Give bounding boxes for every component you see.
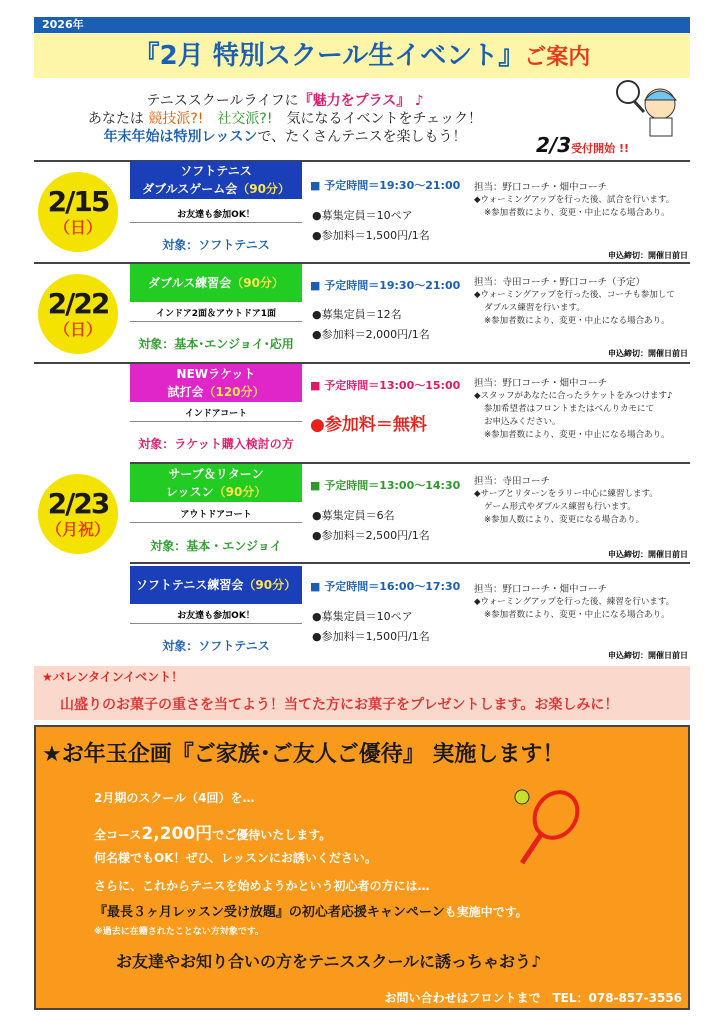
event-note: ※参加者数により、変更・中止になる場合あり。 [484,316,670,326]
event-time: ■ 予定時間＝19:30～21:00 [310,179,461,192]
tennis-racket-icon [512,787,582,869]
event-subnote: インドアコート [130,406,302,422]
event-info [474,583,684,622]
event-title-line: ダブルスゲーム会 [142,182,238,196]
event-header [130,566,302,604]
event-fee: ●参加料＝2,000円/1名 [312,328,430,341]
intro-social: 社交派?! [217,111,273,127]
intro-text: で、たくさんテニスを楽しもう！ [257,129,467,145]
campaign-line: でご優待いたします。 [212,828,332,842]
intro [50,92,520,146]
event-note: ◆ウォーミングアップを行った後、試合を行います。 [474,195,675,205]
year-bar: 2026年 [34,17,690,33]
event-subnote: お友達も参加OK！ [130,608,302,624]
open-date: 2/3 [536,133,572,157]
event-title-line: ダブルス練習会 [148,276,232,290]
event-title-line: レッスン [165,485,214,499]
intro-text: 気になるイベントをチェック！ [286,111,483,127]
event-fee: ●参加料＝1,500円/1名 [312,630,430,643]
weekday-text: （月祝） [45,520,110,539]
date-text: 2/22 [47,287,109,320]
registration-open [536,133,629,157]
event-note: ◆スタッフがあなたに合ったラケットをみつけます♪ [474,391,673,401]
event-note: お申込みください。 [484,417,561,427]
event-target: 対象：ラケット購入検討の方 [138,437,294,451]
event-duration: （90分） [237,182,290,196]
contact-info: お問い合わせはフロントまで TEL：078-857-3556 [384,991,682,1005]
event-info [474,377,684,442]
intro-special: 年末年始は特別レッスン [103,129,258,145]
event-duration: （120分） [203,385,265,399]
event-target: 対象：基本・エンジョイ [150,539,282,553]
event-fee: ●参加料＝2,500円/1名 [312,529,430,542]
event-capacity: ●募集定員＝6名 [312,509,395,522]
campaign-line: 全コース [94,828,142,842]
event-note: ◆サーブとリターンをラリー中心に練習します。 [474,489,658,499]
event-header [130,464,302,502]
event-capacity: ●募集定員＝12名 [312,308,402,321]
event-time: ■ 予定時間＝13:00～14:30 [310,479,461,492]
event-duration: （90分） [213,485,267,499]
event-note: ※参加者数により、変更・中止になる場合あり。 [484,430,670,440]
newyear-campaign [34,725,690,1010]
event-note: ダブルス練習を行います。 [484,303,585,313]
event-fee-free: ●参加料＝無料 [310,415,427,435]
campaign-invite: お友達やお知り合いの方をテニススクールに誘っちゃおう♪ [116,952,542,971]
event-coach: 担当：野口コーチ・畑中コーチ [474,584,608,595]
campaign-line: も実施中です。 [444,905,528,919]
tennis-mascot-illustration [614,78,688,140]
event-note: 参加希望者はフロントまたはべんりカモにて [484,404,655,414]
campaign-title: ★お年玉企画『ご家族･ご友人ご優待』 実施します！ [42,742,565,767]
intro-text: テニススクールライフに [146,93,299,109]
campaign-highlight: 『最長３ヶ月レッスン受け放題』の初心者応援キャンペーン [94,905,445,920]
date-badge [38,274,118,354]
event-header [130,264,302,302]
event-header [130,364,302,402]
event-subnote: アウトドアコート [130,507,302,523]
event-note: ◆ウォーミングアップを行った後、コーチも参加して [474,290,675,300]
event-time: ■ 予定時間＝19:30～21:00 [310,279,461,292]
event-info [474,276,684,328]
valentine-heading: ★バレンタインイベント！ [42,670,184,684]
event-coach: 担当：野口コーチ・畑中コーチ [474,378,608,389]
date-badge [38,474,118,554]
campaign-line: 2月期のスクール（4回）を… [94,791,255,805]
title-suffix: ご案内 [524,45,591,70]
open-label: 受付開始 !! [571,142,630,155]
event-title-line: 試打会 [167,385,204,399]
event-title-line: サーブ＆リターン [168,467,264,481]
event-note: ※参加者数により、変更・中止になる場合あり。 [484,208,670,218]
campaign-price: 2,200円 [141,824,213,844]
valentine-banner [34,666,690,720]
event-target: 対象：基本･エンジョイ･応用 [138,337,294,351]
event-fee: ●参加料＝1,500円/1名 [312,229,430,242]
date-badge [38,172,118,252]
event-title-line: ソフトテニス [180,164,252,178]
intro-highlight: 『魅力をプラス』 [298,93,411,109]
intro-text: あなたは [87,111,144,127]
deadline-note: 申込締切：開催日前日 [608,550,688,559]
event-capacity: ●募集定員＝10ペア [312,610,413,623]
valentine-body: 山盛りのお菓子の重さを当てよう！当てた方にお菓子をプレゼントします。お楽しみに！ [60,697,619,713]
weekday-text: （日） [53,218,102,237]
event-header [130,161,302,199]
campaign-note: ※過去に在籍されたことない方対象です。 [94,927,265,937]
event-note: ※参加者数により、変更・中止になる場合あり。 [484,610,670,620]
event-subnote: インドア2面＆アウトドア1面 [130,306,302,322]
page-title [34,34,690,78]
event-target: 対象：ソフトテニス [162,238,270,252]
title-main: 『2月 特別スクール生イベント』 [133,41,525,71]
divider [130,562,690,564]
date-text: 2/15 [47,185,109,218]
event-coach: 担当：寺田コーチ・野口コーチ（予定） [474,277,646,288]
event-note: ゲーム形式やダブルス練習も行います。 [484,502,636,512]
intro-note: ♪ [414,93,424,109]
event-duration: （90分） [231,276,284,290]
event-info [474,475,684,527]
event-note: ◆ウォーミングアップを行った後、練習を行います。 [474,597,675,607]
event-subnote: お友達も参加OK！ [130,207,302,223]
deadline-note: 申込締切：開催日前日 [608,349,688,358]
intro-competitive: 競技派?! [148,111,204,127]
weekday-text: （日） [53,320,102,339]
event-coach: 担当：寺田コーチ [474,476,551,487]
event-title-line: ソフトテニス練習会 [135,578,244,592]
event-note: ※参加人数により、変更になる場合あり。 [484,515,645,525]
event-info [474,181,684,220]
event-duration: （90分） [243,578,297,592]
event-title-line: NEWラケット [176,367,256,381]
date-text: 2/23 [47,487,109,520]
event-target: 対象：ソフトテニス [162,639,270,653]
deadline-note: 申込締切：開催日前日 [608,251,688,260]
event-time: ■ 予定時間＝13:00～15:00 [310,379,461,392]
deadline-note: 申込締切：開催日前日 [608,651,688,660]
campaign-line: さらに、これからテニスを始めようかという初心者の方には… [94,879,430,893]
event-capacity: ●募集定員＝10ペア [312,209,413,222]
event-time: ■ 予定時間＝16:00～17:30 [310,580,461,593]
campaign-line: 何名様でもOK！ぜひ、レッスンにお誘いください。 [94,851,377,865]
event-coach: 担当：野口コーチ・畑中コーチ [474,182,608,193]
